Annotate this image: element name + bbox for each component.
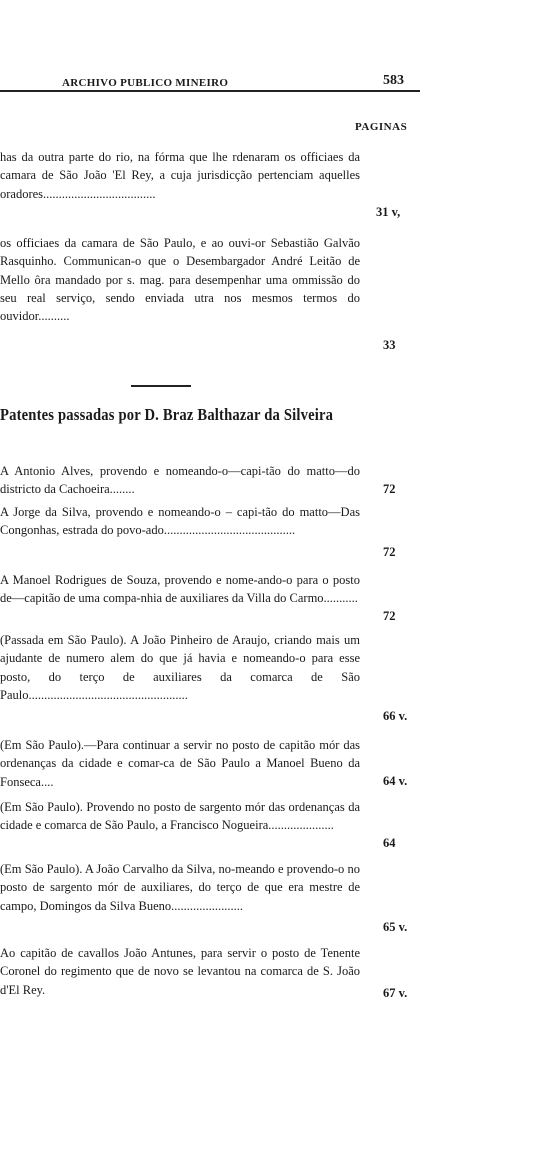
section-heading: Patentes passadas por D. Braz Balthazar da Silveira [0,405,334,424]
index-entry [0,234,396,352]
entry-text: Ao capitão de cavallos João Antunes, para servir o posto de Tenente Coronel do regimento que de novo se levantou na comarca de S. João d'El Rey. [0,946,360,997]
index-entry [0,798,396,850]
index-entry [0,736,408,791]
running-header [0,68,420,92]
entry-page-ref: 33 [383,338,396,352]
entry-text: (Passada em São Paulo). A João Pinheiro de Araujo, criando mais um ajudante de numero alem do que já havia e nomeando-o para esse posto, do terço de auxiliares da comarca de São Paulo................................................... [0,633,360,702]
section-divider [131,385,191,387]
index-entry [0,860,408,934]
entry-text: A Manoel Rodrigues de Souza, provendo e nome-ando-o para o posto de—capitão de uma compa-nhia de auxiliares da Villa do Carmo........... [0,573,360,606]
index-entry [0,944,408,1000]
entry-page-ref: 31 v, [376,205,401,219]
index-entry [0,503,396,559]
entry-page-ref: 67 v. [383,986,408,1000]
entry-page-ref: 65 v. [383,920,408,934]
entry-text: has da outra parte do rio, na fórma que lhe rdenaram os officiaes da camara de São João 'El Rey, a cuja jurisdicção pertenciam aquelles oradores.................................... [0,150,360,201]
index-entry [0,571,396,623]
entry-text: (Em São Paulo). A João Carvalho da Silva, no-meando e provendo-o no posto de sargento mór de auxiliares, do terço de que era mestre de campo, Domingos da Silva Bueno....................... [0,862,360,913]
entry-page-ref: 66 v. [383,709,408,723]
column-label-paginas: PAGINAS [355,121,408,133]
entry-page-ref: 64 [383,836,396,850]
page-number: 583 [383,73,404,88]
entry-page-ref: 72 [383,545,396,559]
index-entry [0,462,396,499]
index-entry [0,631,408,723]
running-title: ARCHIVO PUBLICO MINEIRO [62,77,229,89]
entry-text: os officiaes da camara de São Paulo, e ao ouvi-or Sebastião Galvão Rasquinho. Communican-o que o Desembargador André Leitão de Mello ôra mandado por s. mag. para desempenhar uma ommissão do seu real serviço, sendo enviada utra nos mesmos termos do ouvidor.......... [0,236,360,324]
entry-page-ref: 72 [383,482,396,496]
entry-text: (Em São Paulo). Provendo no posto de sargento mór das ordenanças da cidade e comarca de São Paulo, a Francisco Nogueira..................... [0,800,360,833]
entry-page-ref: 72 [383,609,396,623]
entry-text: (Em São Paulo).—Para continuar a servir no posto de capitão mór das ordenanças da cidade e comar-ca de São Paulo a Manoel Bueno da Fonseca.... [0,738,360,789]
entry-page-ref: 64 v. [383,774,408,788]
entry-text: A Jorge da Silva, provendo e nomeando-o – capi-tão do matto—Das Congonhas, estrada do povo-ado.......................................... [0,505,360,538]
index-entry [0,148,401,219]
entry-text: A Antonio Alves, provendo e nomeando-o—capi-tão do matto—do districto da Cachoeira........ [0,464,360,497]
